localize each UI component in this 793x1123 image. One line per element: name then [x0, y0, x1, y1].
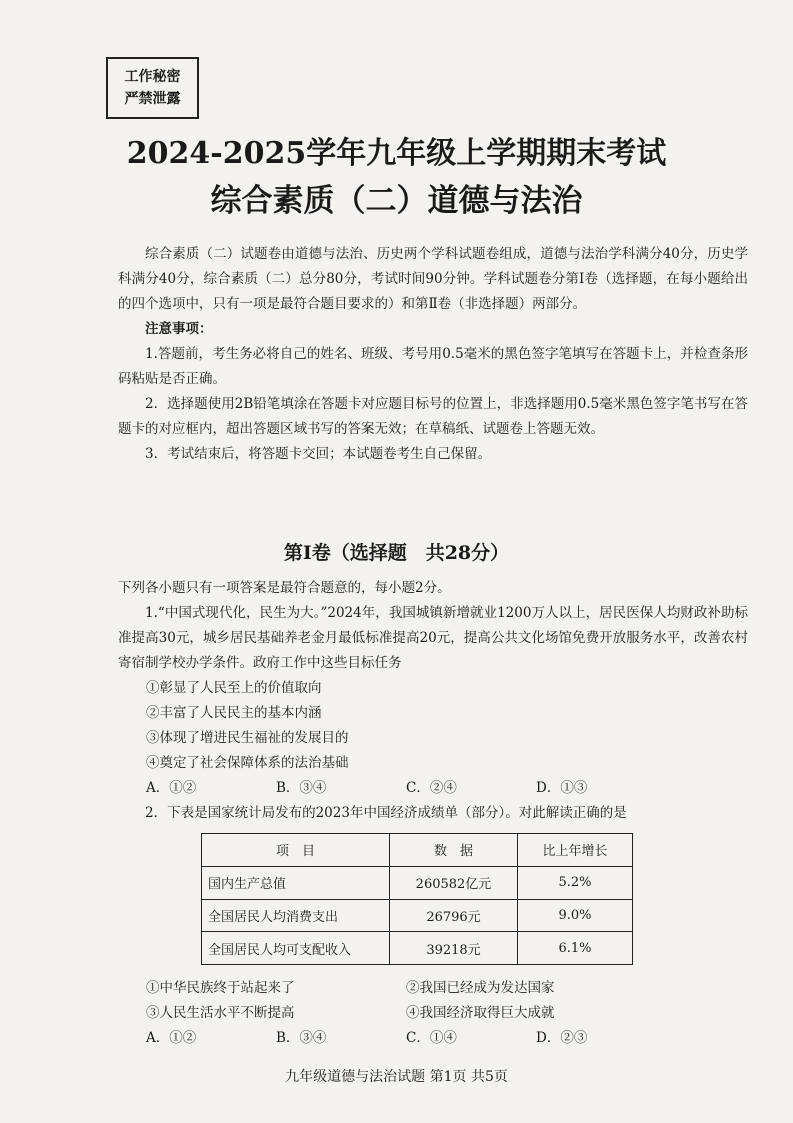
q1-item-1: ①彰显了人民至上的价值取向 — [146, 680, 322, 696]
intro-paragraph: 综合素质（二）试题卷由道德与法治、历史两个学科试题卷组成，道德与法治学科满分40分，历史学科满分40分，综合素质（二）总分80分，考试时间90分钟。学科试题卷分第Ⅰ卷（选择题，在每小题给出的四个选项中，只有一项是最符合题目要求的）和第Ⅱ卷（非选择题）两部分。 — [118, 246, 748, 312]
question-2-choices — [146, 976, 776, 1051]
q2-items-row-2 — [146, 1001, 776, 1026]
q2-item-1: ①中华民族终于站起来了 — [146, 980, 295, 996]
table-cell: 260582亿元 — [390, 866, 518, 899]
table-header-cell: 项 目 — [202, 834, 390, 867]
table-cell: 全国居民人均消费支出 — [202, 899, 390, 932]
table-header-cell: 比上年增长 — [518, 834, 633, 867]
q1-option-b: B．③④ — [276, 780, 327, 796]
table-row — [202, 899, 633, 932]
table-cell: 国内生产总值 — [202, 866, 390, 899]
table-row — [202, 866, 633, 899]
exam-subtitle: 综合素质（二）道德与法治 — [210, 183, 583, 219]
table-header-cell: 数 据 — [390, 834, 518, 867]
q1-item-4: ④奠定了社会保障体系的法治基础 — [146, 755, 349, 771]
table-cell: 5.2% — [518, 866, 633, 899]
economy-stats-table — [201, 833, 633, 965]
q1-stem: 1.“中国式现代化，民生为大。”2024年，我国城镇新增就业1200万人以上，居民医保人均财政补助标准提高30元，城乡居民基础养老金月最低标准提高20元，提高公共文化场馆免费开放服务水平，改善农村寄宿制学校办学条件。政府工作中这些目标任务 — [118, 605, 748, 671]
stamp-line-1: 工作秘密 — [124, 69, 181, 85]
q2-item-3: ③人民生活水平不断提高 — [146, 1005, 295, 1021]
q2-option-d: D．②③ — [536, 1030, 588, 1046]
q1-item-2: ②丰富了人民民主的基本内涵 — [146, 705, 322, 721]
q2-item-4: ④我国经济取得巨大成就 — [406, 1005, 555, 1021]
q2-items-row-1 — [146, 976, 776, 1001]
table-cell: 6.1% — [518, 932, 633, 965]
instructions-block — [118, 242, 748, 467]
q1-option-c: C．②④ — [406, 780, 457, 796]
table-header-row — [202, 834, 633, 867]
q2-item-2: ②我国已经成为发达国家 — [406, 980, 555, 996]
q1-option-a: A．①② — [146, 780, 197, 796]
q1-option-d: D．①③ — [536, 780, 588, 796]
notice-3: 3．考试结束后，将答题卡交回；本试题卷考生自己保留。 — [145, 446, 492, 462]
notice-1: 1.答题前，考生务必将自己的姓名、班级、考号用0.5毫米的黑色签字笔填写在答题卡上，并检查条形码粘贴是否正确。 — [118, 346, 748, 387]
exam-title: 2024-2025学年九年级上学期期末考试 — [126, 136, 667, 171]
notice-2: 2．选择题使用2B铅笔填涂在答题卡对应题目标号的位置上，非选择题用0.5毫米黑色签字笔书写在答题卡的对应框内，超出答题区域书写的答案无效；在草稿纸、试题卷上答题无效。 — [118, 396, 748, 437]
q1-options — [118, 776, 748, 801]
q2-options — [146, 1026, 776, 1051]
table-cell: 26796元 — [390, 899, 518, 932]
section-title: 第Ⅰ卷（选择题 共28分） — [283, 542, 510, 564]
q2-option-b: B．③④ — [276, 1030, 327, 1046]
q1-item-3: ③体现了增进民生福祉的发展目的 — [146, 730, 349, 746]
q2-option-c: C．①④ — [406, 1030, 457, 1046]
q2-stem: 2．下表是国家统计局发布的2023年中国经济成绩单（部分）。对此解读正确的是 — [145, 805, 627, 821]
table-row — [202, 932, 633, 965]
table-cell: 全国居民人均可支配收入 — [202, 932, 390, 965]
confidential-stamp — [106, 57, 199, 119]
stamp-line-2: 严禁泄露 — [124, 91, 181, 107]
section-instruction: 下列各小题只有一项答案是最符合题意的，每小题2分。 — [118, 580, 451, 596]
page-footer: 九年级道德与法治试题 第1页 共5页 — [285, 1069, 508, 1085]
table-cell: 39218元 — [390, 932, 518, 965]
question-1-block — [118, 576, 748, 826]
table-cell: 9.0% — [518, 899, 633, 932]
notice-title: 注意事项： — [145, 321, 213, 337]
q2-option-a: A．①② — [146, 1030, 197, 1046]
